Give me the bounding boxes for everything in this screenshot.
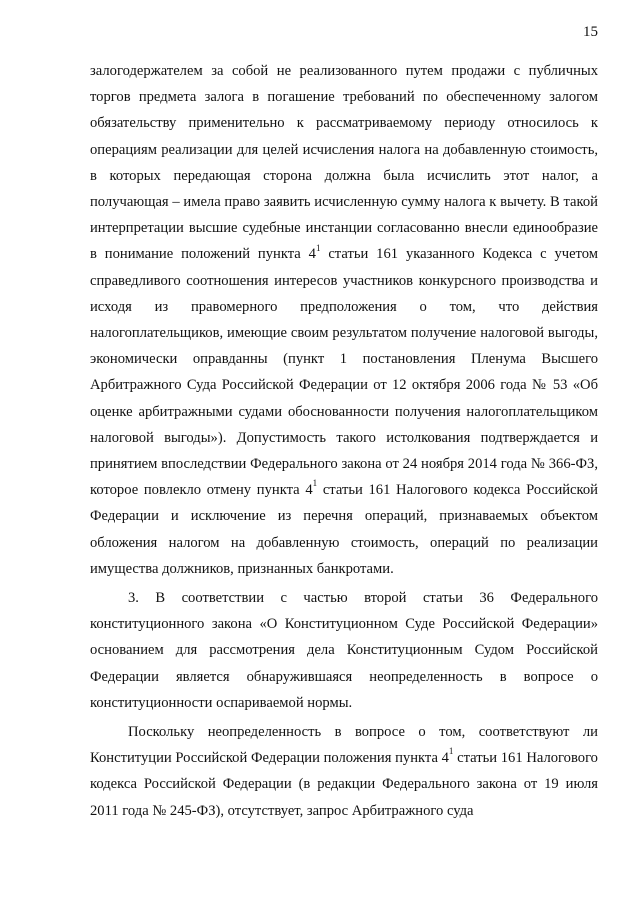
superscript-index: 1 bbox=[312, 478, 318, 489]
document-body bbox=[90, 58, 598, 824]
text-fragment: Поскольку неопределенность в вопросе о том, соответствуют ли Конституции Российской Федерации положения пункта 4 bbox=[90, 724, 598, 767]
page-number: 15 bbox=[583, 24, 598, 40]
paragraph-section-3: 3. В соответствии с частью второй статьи 36 Федерального конституционного закона «О Конституционном Суде Российской Федерации» основанием для рассмотрения дела Конституционным Судом Российской Федерации является обнаружившаяся неопределенность в вопросе о конституционности оспариваемой нормы. bbox=[90, 590, 598, 711]
paragraph-conclusion bbox=[90, 719, 598, 824]
text-fragment: статьи 161 указанного Кодекса с учетом справедливого соотношения интересов участников конкурсного производства и исходя из правомерного предположения о том, что действия налогоплательщиков, имеющие своим результатом получение налоговой выгоды, экономически оправданны (пункт 1 постановления Пленума Высшего Арбитражного Суда Российской Федерации от 12 октября 2006 года № 53 «Об оценке арбитражными судами обоснованности получения налогоплательщиком налоговой выгоды»). Допустимость такого истолкования подтверждается и принятием впоследствии Федерального закона от 24 ноября 2014 года № 366-ФЗ, которое повлекло отмену пункта 4 bbox=[90, 246, 598, 499]
text-fragment: статьи 161 Налогового кодекса Российской Федерации и исключение из перечня операций, признаваемых объектом обложения налогом на добавленную стоимость, операций по реализации имущества должников, признанных банкротами. bbox=[90, 482, 598, 577]
text-fragment: залогодержателем за собой не реализованного путем продажи с публичных торгов предмета залога в погашение требований по обеспеченному залогом обязательству применительно к рассматриваемому периоду относилось к операциям реализации для целей исчисления налога на добавленную стоимость, в которых передающая сторона должна была исчислить этот налог, а получающая – имела право заявить исчисленную сумму налога к вычету. В такой интерпретации высшие судебные инстанции согласованно внесли единообразие в понимание положений пункта 4 bbox=[90, 63, 598, 263]
superscript-index: 1 bbox=[315, 242, 321, 253]
text-fragment: статьи 161 Налогового кодекса Российской Федерации (в редакции Федерального закона от 19 июля 2011 года № 245-ФЗ), отсутствует, запрос Арбитражного суда bbox=[90, 750, 598, 819]
superscript-index: 1 bbox=[448, 746, 454, 757]
paragraph-continued bbox=[90, 58, 598, 582]
